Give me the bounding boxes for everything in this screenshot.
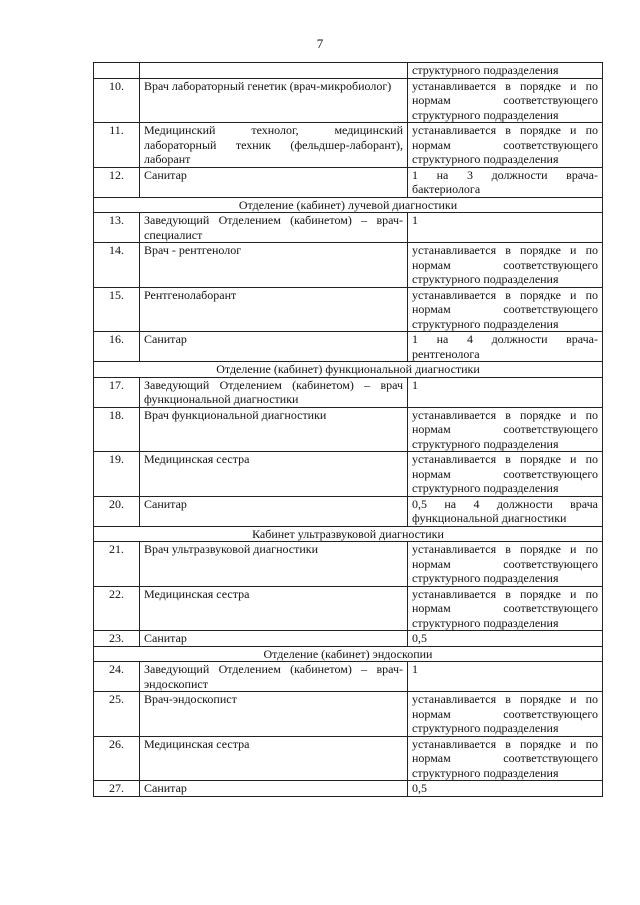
position-cell: Медицинская сестра xyxy=(140,736,408,781)
staffing-table-body xyxy=(94,63,603,797)
table-row xyxy=(94,287,603,332)
page-number: 7 xyxy=(316,36,324,51)
row-number: 14. xyxy=(94,243,140,288)
table-row xyxy=(94,407,603,452)
row-number: 27. xyxy=(94,781,140,797)
table-row xyxy=(94,496,603,526)
norm-cell: структурного подразделения xyxy=(408,63,603,79)
position-cell: Заведующий Отделением (кабинетом) – врач функциональной диагностики xyxy=(140,377,408,407)
position-cell: Медицинская сестра xyxy=(140,586,408,631)
table-row xyxy=(94,243,603,288)
norm-cell: устанавливается в порядке и по нормам соответствующего структурного подразделения xyxy=(408,287,603,332)
position-cell: Санитар xyxy=(140,496,408,526)
section-header-row xyxy=(94,197,603,213)
position-cell: Санитар xyxy=(140,781,408,797)
staffing-table xyxy=(93,62,603,797)
section-header-row xyxy=(94,362,603,378)
table-row xyxy=(94,631,603,647)
row-number: 16. xyxy=(94,332,140,362)
table-row xyxy=(94,78,603,123)
table-row-continuation xyxy=(94,63,603,79)
table-row xyxy=(94,586,603,631)
row-number: 20. xyxy=(94,496,140,526)
position-cell: Заведующий Отделением (кабинетом) – врач-эндоскопист xyxy=(140,662,408,692)
norm-cell: 0,5 xyxy=(408,781,603,797)
position-cell: Медицинская сестра xyxy=(140,452,408,497)
row-number: 22. xyxy=(94,586,140,631)
row-number: 26. xyxy=(94,736,140,781)
row-number: 21. xyxy=(94,542,140,587)
row-number: 10. xyxy=(94,78,140,123)
table-row xyxy=(94,692,603,737)
row-number: 13. xyxy=(94,213,140,243)
norm-cell: устанавливается в порядке и по нормам соответствующего структурного подразделения xyxy=(408,692,603,737)
position-cell: Врач - рентгенолог xyxy=(140,243,408,288)
table-row xyxy=(94,123,603,168)
norm-cell: 1 xyxy=(408,377,603,407)
norm-cell: устанавливается в порядке и по нормам соответствующего структурного подразделения xyxy=(408,736,603,781)
table-row xyxy=(94,167,603,197)
norm-cell: 0,5 xyxy=(408,631,603,647)
norm-cell: 0,5 на 4 должности врача функциональной диагностики xyxy=(408,496,603,526)
norm-cell: устанавливается в порядке и по нормам соответствующего структурного подразделения xyxy=(408,123,603,168)
position-cell: Санитар xyxy=(140,631,408,647)
row-number: 17. xyxy=(94,377,140,407)
norm-cell: 1 на 3 должности врача-бактериолога xyxy=(408,167,603,197)
position-cell: Врач ультразвуковой диагностики xyxy=(140,542,408,587)
section-title: Отделение (кабинет) функциональной диагностики xyxy=(94,362,603,378)
row-number: 23. xyxy=(94,631,140,647)
section-title: Кабинет ультразвуковой диагностики xyxy=(94,526,603,542)
position-cell: Врач-эндоскопист xyxy=(140,692,408,737)
norm-cell: устанавливается в порядке и по нормам соответствующего структурного подразделения xyxy=(408,452,603,497)
table-row xyxy=(94,781,603,797)
position-cell: Врач лабораторный генетик (врач-микробиолог) xyxy=(140,78,408,123)
section-header-row xyxy=(94,646,603,662)
section-header-row xyxy=(94,526,603,542)
table-row xyxy=(94,662,603,692)
row-number: 12. xyxy=(94,167,140,197)
table-row xyxy=(94,332,603,362)
table-row xyxy=(94,213,603,243)
row-number xyxy=(94,63,140,79)
position-cell: Врач функциональной диагностики xyxy=(140,407,408,452)
table-row xyxy=(94,542,603,587)
norm-cell: устанавливается в порядке и по нормам соответствующего структурного подразделения xyxy=(408,78,603,123)
section-title: Отделение (кабинет) лучевой диагностики xyxy=(94,197,603,213)
norm-cell: 1 xyxy=(408,662,603,692)
position-cell: Санитар xyxy=(140,332,408,362)
row-number: 11. xyxy=(94,123,140,168)
norm-cell: 1 xyxy=(408,213,603,243)
position-cell: Медицинский технолог, медицинский лабораторный техник (фельдшер-лаборант), лаборант xyxy=(140,123,408,168)
norm-cell: устанавливается в порядке и по нормам соответствующего структурного подразделения xyxy=(408,243,603,288)
norm-cell: устанавливается в порядке и по нормам соответствующего структурного подразделения xyxy=(408,542,603,587)
position-cell: Заведующий Отделением (кабинетом) – врач-специалист xyxy=(140,213,408,243)
position-cell xyxy=(140,63,408,79)
norm-cell: 1 на 4 должности врача-рентгенолога xyxy=(408,332,603,362)
position-cell: Санитар xyxy=(140,167,408,197)
row-number: 25. xyxy=(94,692,140,737)
row-number: 15. xyxy=(94,287,140,332)
row-number: 24. xyxy=(94,662,140,692)
row-number: 18. xyxy=(94,407,140,452)
row-number: 19. xyxy=(94,452,140,497)
table-row xyxy=(94,377,603,407)
table-row xyxy=(94,736,603,781)
norm-cell: устанавливается в порядке и по нормам соответствующего структурного подразделения xyxy=(408,586,603,631)
section-title: Отделение (кабинет) эндоскопии xyxy=(94,646,603,662)
table-row xyxy=(94,452,603,497)
norm-cell: устанавливается в порядке и по нормам соответствующего структурного подразделения xyxy=(408,407,603,452)
position-cell: Рентгенолаборант xyxy=(140,287,408,332)
